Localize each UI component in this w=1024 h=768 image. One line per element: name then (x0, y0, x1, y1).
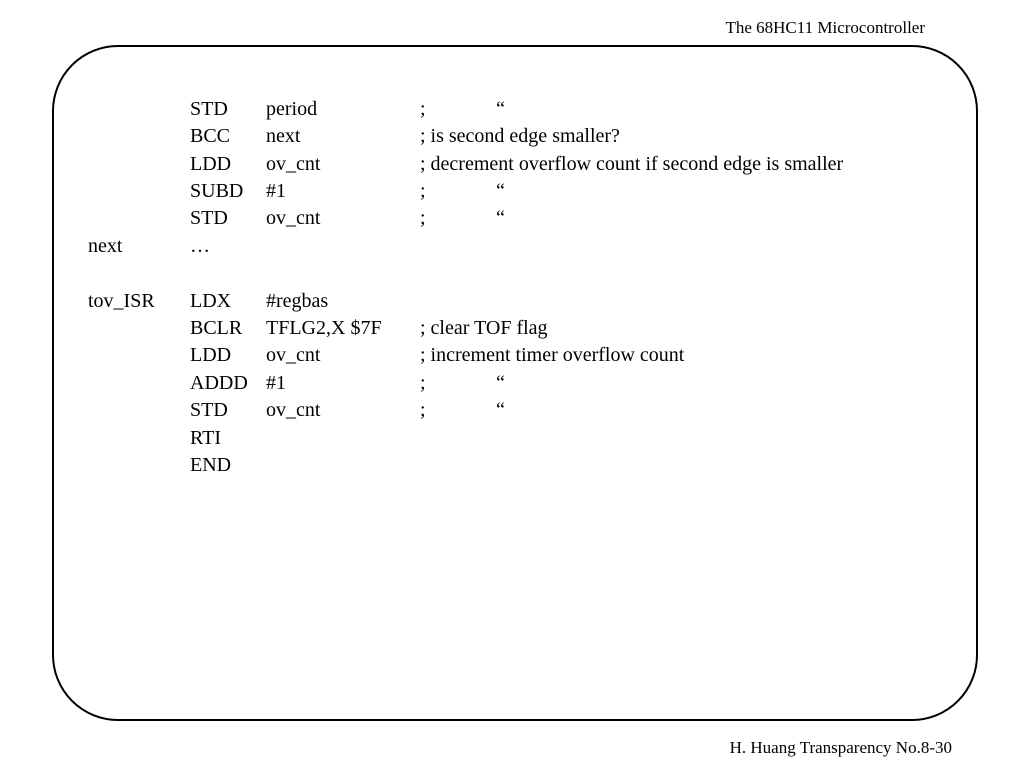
code-line (0, 288, 1024, 315)
code-opcode: RTI (190, 427, 222, 449)
code-opcode: STD (190, 399, 228, 421)
code-ditto-mark: “ (496, 207, 505, 229)
code-line (0, 96, 1024, 123)
code-opcode: BCC (190, 125, 231, 147)
code-operand: period (266, 98, 318, 120)
code-comment: ; clear TOF flag (420, 317, 548, 339)
code-operand: ov_cnt (266, 399, 321, 421)
code-opcode: BCLR (190, 317, 243, 339)
footer-text: H. Huang Transparency No.8-30 (729, 738, 952, 757)
code-operand: #1 (266, 372, 286, 394)
code-ditto-mark: “ (496, 98, 505, 120)
code-comment: ; (420, 180, 426, 202)
code-opcode: STD (190, 98, 228, 120)
page-title: The 68HC11 Microcontroller (725, 18, 925, 37)
code-opcode: LDD (190, 153, 232, 175)
code-ditto-mark: “ (496, 180, 505, 202)
code-comment: ; (420, 98, 426, 120)
code-opcode: LDX (190, 290, 232, 312)
code-line (0, 370, 1024, 397)
code-comment: ; is second edge smaller? (420, 125, 620, 147)
code-line (0, 315, 1024, 342)
code-line (0, 397, 1024, 424)
code-line (0, 205, 1024, 232)
code-operand: ov_cnt (266, 153, 321, 175)
code-line (0, 151, 1024, 178)
code-opcode: END (190, 454, 232, 476)
code-ditto-mark: “ (496, 372, 505, 394)
code-opcode: … (190, 235, 210, 257)
code-label: next (88, 235, 123, 257)
code-line (0, 233, 1024, 260)
code-operand: next (266, 125, 301, 147)
code-opcode: STD (190, 207, 228, 229)
code-operand: #1 (266, 180, 286, 202)
code-operand: #regbas (266, 290, 329, 312)
code-line (0, 123, 1024, 150)
code-operand: TFLG2,X $7F (266, 317, 382, 339)
code-opcode: SUBD (190, 180, 244, 202)
code-comment: ; (420, 207, 426, 229)
code-ditto-mark: “ (496, 399, 505, 421)
code-comment: ; increment timer overflow count (420, 344, 685, 366)
code-line (0, 178, 1024, 205)
code-line (0, 342, 1024, 369)
code-line (0, 425, 1024, 452)
code-opcode: ADDD (190, 372, 248, 394)
code-comment: ; (420, 399, 426, 421)
code-operand: ov_cnt (266, 207, 321, 229)
code-opcode: LDD (190, 344, 232, 366)
code-line (0, 452, 1024, 479)
code-comment: ; decrement overflow count if second edge is smaller (420, 153, 844, 175)
code-operand: ov_cnt (266, 344, 321, 366)
code-comment: ; (420, 372, 426, 394)
code-label: tov_ISR (88, 290, 155, 312)
